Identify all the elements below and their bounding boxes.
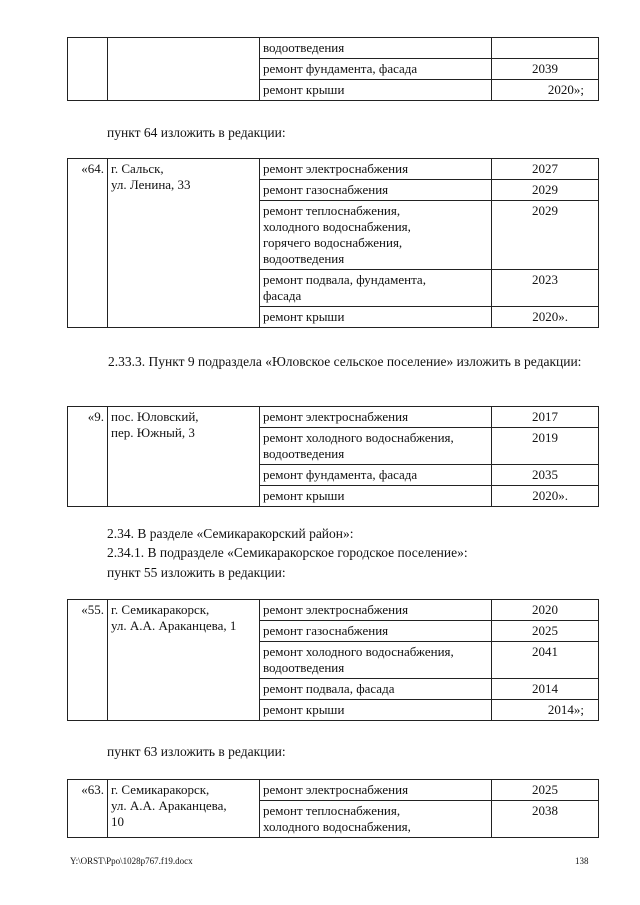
- cell-num: «55.: [68, 600, 108, 721]
- cell-work: [260, 428, 492, 465]
- cell-year: 2038: [492, 801, 599, 838]
- cell-year: [492, 38, 599, 59]
- cell-address: [108, 159, 260, 328]
- cell-year: 2020».: [492, 307, 599, 328]
- cell-work: ремонт электроснабжения: [260, 780, 492, 801]
- cell-year: 2041: [492, 642, 599, 679]
- cell-year: 2020: [492, 600, 599, 621]
- cell-year: 2029: [492, 201, 599, 270]
- work-line: водоотведения: [263, 251, 345, 266]
- paragraph-2-34-1: 2.34.1. В подразделе «Семикаракорское городское поселение»:: [107, 545, 468, 560]
- work-line: ремонт подвала, фундамента,: [263, 272, 426, 287]
- table-item-64: [67, 158, 599, 328]
- work-line: водоотведения: [263, 446, 345, 461]
- address-line: пер. Южный, 3: [111, 425, 195, 440]
- paragraph-2-33-3: 2.33.3. Пункт 9 подраздела «Юловское сельское поселение» изложить в редакции:: [108, 354, 582, 369]
- cell-work: ремонт фундамента, фасада: [260, 59, 492, 80]
- paragraph-2-34: 2.34. В разделе «Семикаракорский район»:: [107, 526, 354, 541]
- address-line: г. Семикаракорск,: [111, 782, 210, 797]
- work-line: ремонт холодного водоснабжения,: [263, 644, 454, 659]
- work-line: ремонт теплоснабжения,: [263, 803, 401, 818]
- table-item-55: [67, 599, 599, 721]
- cell-work: ремонт газоснабжения: [260, 621, 492, 642]
- cell-year: 2025: [492, 780, 599, 801]
- work-line: фасада: [263, 288, 302, 303]
- cell-work: ремонт электроснабжения: [260, 159, 492, 180]
- page-number: 138: [575, 856, 589, 866]
- cell-year: 2020».: [492, 486, 599, 507]
- cell-work: ремонт электроснабжения: [260, 407, 492, 428]
- cell-year: 2020»;: [492, 80, 599, 101]
- cell-work: ремонт фундамента, фасада: [260, 465, 492, 486]
- work-line: горячего водоснабжения,: [263, 235, 403, 250]
- cell-year: 2014: [492, 679, 599, 700]
- address-line: ул. Ленина, 33: [111, 177, 191, 192]
- cell-address: [108, 600, 260, 721]
- address-line: пос. Юловский,: [111, 409, 199, 424]
- cell-num: «63.: [68, 780, 108, 838]
- address-line: г. Семикаракорск,: [111, 602, 210, 617]
- cell-work: ремонт крыши: [260, 80, 492, 101]
- table-row: [68, 159, 599, 180]
- cell-num: [68, 38, 108, 101]
- cell-work: [260, 201, 492, 270]
- cell-work: ремонт крыши: [260, 486, 492, 507]
- work-line: ремонт холодного водоснабжения,: [263, 430, 454, 445]
- cell-address: [108, 780, 260, 838]
- table-row: [68, 38, 599, 59]
- address-line: 10: [111, 814, 124, 829]
- paragraph-item-64: пункт 64 изложить в редакции:: [107, 125, 286, 140]
- cell-year: 2039: [492, 59, 599, 80]
- cell-year: 2035: [492, 465, 599, 486]
- table-continuation: [67, 37, 599, 101]
- cell-year: 2017: [492, 407, 599, 428]
- table-row: [68, 780, 599, 801]
- address-line: г. Сальск,: [111, 161, 164, 176]
- address-line: ул. А.А. Араканцева,: [111, 798, 227, 813]
- paragraph-item-63: пункт 63 изложить в редакции:: [107, 744, 286, 759]
- cell-work: [260, 642, 492, 679]
- cell-year: 2025: [492, 621, 599, 642]
- cell-work: ремонт подвала, фасада: [260, 679, 492, 700]
- cell-address: [108, 38, 260, 101]
- footer-file-path: Y:\ORST\Ppo\1028p767.f19.docx: [70, 856, 193, 866]
- cell-work: ремонт крыши: [260, 700, 492, 721]
- cell-work: [260, 801, 492, 838]
- cell-num: «64.: [68, 159, 108, 328]
- cell-year: 2029: [492, 180, 599, 201]
- table-item-63: [67, 779, 599, 838]
- work-line: водоотведения: [263, 660, 345, 675]
- cell-work: водоотведения: [260, 38, 492, 59]
- cell-work: ремонт крыши: [260, 307, 492, 328]
- cell-year: 2014»;: [492, 700, 599, 721]
- cell-work: [260, 270, 492, 307]
- work-line: холодного водоснабжения,: [263, 819, 411, 834]
- table-row: [68, 407, 599, 428]
- cell-work: ремонт газоснабжения: [260, 180, 492, 201]
- work-line: холодного водоснабжения,: [263, 219, 411, 234]
- table-row: [68, 600, 599, 621]
- work-line: ремонт теплоснабжения,: [263, 203, 401, 218]
- address-line: ул. А.А. Араканцева, 1: [111, 618, 237, 633]
- cell-year: 2027: [492, 159, 599, 180]
- cell-year: 2023: [492, 270, 599, 307]
- cell-num: «9.: [68, 407, 108, 507]
- cell-year: 2019: [492, 428, 599, 465]
- cell-work: ремонт электроснабжения: [260, 600, 492, 621]
- paragraph-item-55: пункт 55 изложить в редакции:: [107, 565, 286, 580]
- cell-address: [108, 407, 260, 507]
- table-item-9: [67, 406, 599, 507]
